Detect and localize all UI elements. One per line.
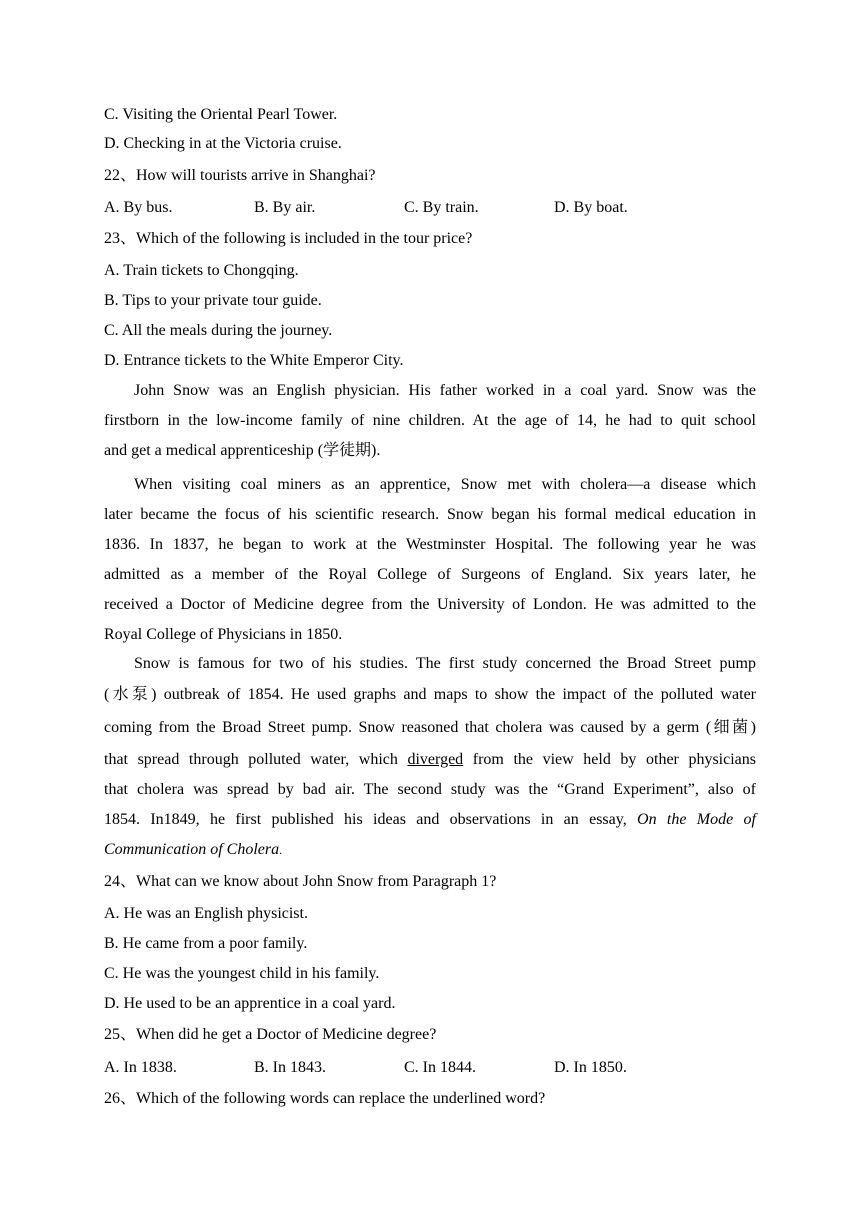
q24-option-d: D. He used to be an apprentice in a coal yard. [104,995,396,1012]
q25-option-a: A. In 1838. [104,1059,177,1076]
passage-paragraph-1 [104,376,756,466]
p2-line-2: later became the focus of his scientific research. Snow began his formal medical education in [104,506,756,523]
q22-options [104,198,756,218]
q21-option-c: C. Visiting the Oriental Pearl Tower. [104,106,338,123]
q23-option-c: C. All the meals during the journey. [104,322,333,339]
p2-line-5: received a Doctor of Medicine degree from the University of London. He was admitted to the [104,596,756,613]
p3-line-4-pre: that spread through polluted water, which [104,751,408,768]
q23-option-b: B. Tips to your private tour guide. [104,292,322,309]
p1-line-3: and get a medical apprenticeship (学徒期). [104,442,381,459]
q23-option-a: A. Train tickets to Chongqing. [104,262,299,279]
p3-line-4 [104,745,756,775]
q22-option-c: C. By train. [404,199,479,216]
p3-line-6-pre: 1854. In1849, he first published his ideas and observations in an essay, [104,811,638,828]
q22-option-b: B. By air. [254,199,316,216]
q23-option-d: D. Entrance tickets to the White Emperor City. [104,352,404,369]
p2-line-3: 1836. In 1837, he began to work at the Westminster Hospital. The following year he was [104,536,756,553]
q26-question: 26、Which of the following words can replace the underlined word? [104,1090,546,1107]
passage-paragraph-2 [104,470,756,650]
q24-question: 24、What can we know about John Snow from Paragraph 1? [104,873,497,890]
p3-line-7 [104,835,756,865]
q25-option-d: D. In 1850. [554,1059,627,1076]
p3-line-3: coming from the Broad Street pump. Snow reasoned that cholera was caused by a germ (细菌) [104,719,756,736]
p1-line-2: firstborn in the low-income family of nine children. At the age of 14, he had to quit school [104,412,756,429]
essay-title-part-2: Communication of Cholera [104,841,280,858]
q25-option-b: B. In 1843. [254,1059,326,1076]
passage-paragraph-3 [104,649,756,865]
q22-question: 22、How will tourists arrive in Shanghai? [104,167,376,184]
p3-line-1: Snow is famous for two of his studies. The first study concerned the Broad Street pump [134,655,756,672]
q24-option-b: B. He came from a poor family. [104,935,308,952]
p3-line-2: (水泵) outbreak of 1854. He used graphs and maps to show the impact of the polluted water [104,686,756,703]
q24-option-c: C. He was the youngest child in his family. [104,965,380,982]
p3-line-5: that cholera was spread by bad air. The second study was the “Grand Experiment”, also of [104,781,756,798]
q25-question: 25、When did he get a Doctor of Medicine degree? [104,1026,437,1043]
q25-options [104,1058,756,1078]
p2-line-6: Royal College of Physicians in 1850. [104,626,343,643]
q22-option-a: A. By bus. [104,199,173,216]
q25-option-c: C. In 1844. [404,1059,476,1076]
q24-option-a: A. He was an English physicist. [104,905,308,922]
essay-title-part-1: On the Mode of [637,811,757,828]
q21-option-d: D. Checking in at the Victoria cruise. [104,135,342,152]
p3-line-4-post: from the view held by other physicians [463,751,757,768]
p1-line-1: John Snow was an English physician. His father worked in a coal yard. Snow was the [134,382,756,399]
p3-line-7-post: . [279,843,283,857]
p2-line-1: When visiting coal miners as an apprentice, Snow met with cholera—a disease which [134,476,756,493]
p3-line-6 [104,805,756,835]
underlined-word-diverged: diverged [407,751,464,768]
q23-question: 23、Which of the following is included in the tour price? [104,230,473,247]
p2-line-4: admitted as a member of the Royal College of Surgeons of England. Six years later, he [104,566,756,583]
q22-option-d: D. By boat. [554,199,628,216]
